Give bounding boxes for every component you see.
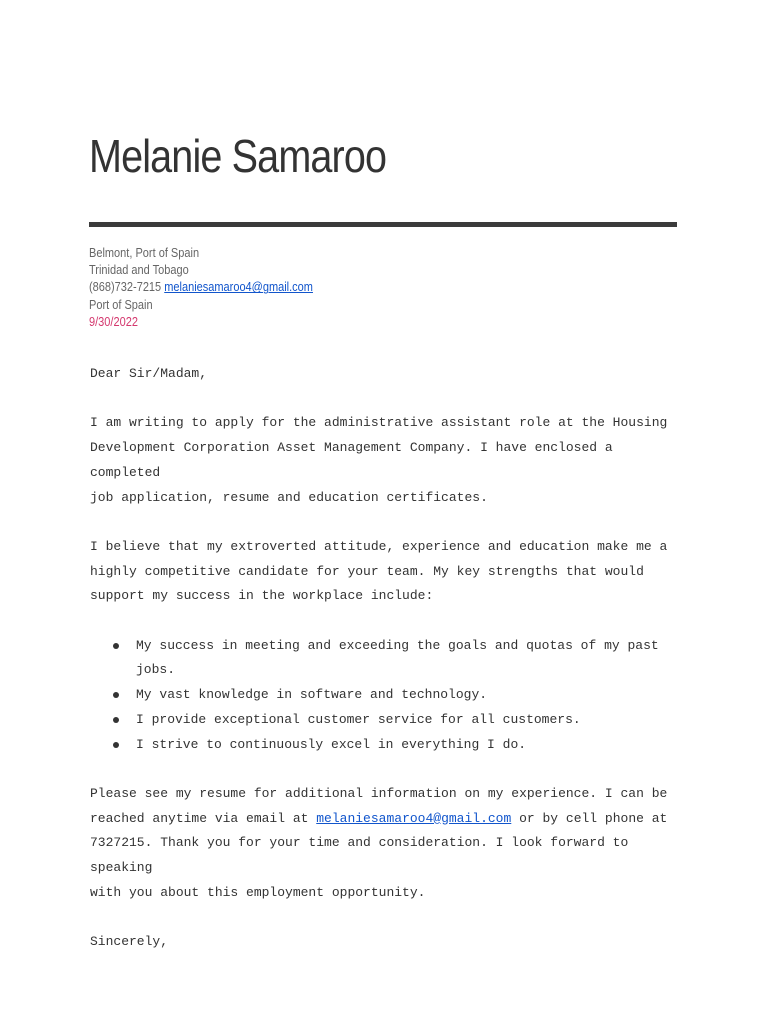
bullet-icon (113, 643, 119, 649)
strengths-list (90, 634, 690, 758)
salutation: Dear Sir/Madam, (90, 366, 208, 381)
applicant-name: Melanie Samaroo (89, 130, 387, 182)
paragraph-line: Development Corporation Asset Management Company. I have enclosed a completed (90, 440, 613, 480)
bullet-icon (113, 717, 119, 723)
body-email-link[interactable]: melaniesamaroo4@gmail.com (316, 810, 512, 826)
bullet-icon (113, 742, 119, 748)
paragraph-line: with you about this employment opportunity. (90, 884, 426, 900)
paragraph-2 (90, 535, 690, 609)
address-line-1: Belmont, Port of Spain (89, 246, 200, 260)
bullet-icon (113, 692, 119, 698)
paragraph-line: reached anytime via email at melaniesamaroo4@gmail.com or by cell phone at (90, 810, 668, 826)
contact-block (89, 245, 313, 331)
address-line-4: Port of Spain (89, 297, 153, 312)
paragraph-line: Please see my resume for additional information on my experience. I can be (90, 785, 668, 801)
letter-date: 9/30/2022 (89, 314, 138, 329)
list-item: My vast knowledge in software and technology. (90, 683, 690, 708)
list-item: My success in meeting and exceeding the goals and quotas of my past jobs. (90, 634, 690, 683)
phone-email-line (89, 279, 313, 296)
paragraph-line: I believe that my extroverted attitude, experience and education make me a (90, 538, 668, 554)
list-item: I provide exceptional customer service for all customers. (90, 708, 690, 733)
paragraph-line: highly competitive candidate for your team. My key strengths that would (90, 563, 644, 579)
list-item: I strive to continuously excel in everything I do. (90, 733, 690, 758)
header-divider (89, 222, 677, 227)
phone-number: (868)732-7215 (89, 280, 162, 295)
contact-email-link[interactable]: melaniesamaroo4@gmail.com (164, 280, 313, 295)
paragraph-line: support my success in the workplace include: (90, 588, 434, 604)
paragraph-3 (90, 782, 690, 906)
paragraph-line: I am writing to apply for the administrative assistant role at the Housing (90, 415, 668, 431)
closing: Sincerely, (90, 934, 169, 950)
address-line-2: Trinidad and Tobago (89, 263, 189, 278)
paragraph-line: 7327215. Thank you for your time and consideration. I look forward to speaking (90, 835, 629, 875)
paragraph-line: job application, resume and education certificates. (90, 489, 488, 505)
paragraph-1 (90, 411, 690, 510)
letter-body (90, 362, 690, 955)
